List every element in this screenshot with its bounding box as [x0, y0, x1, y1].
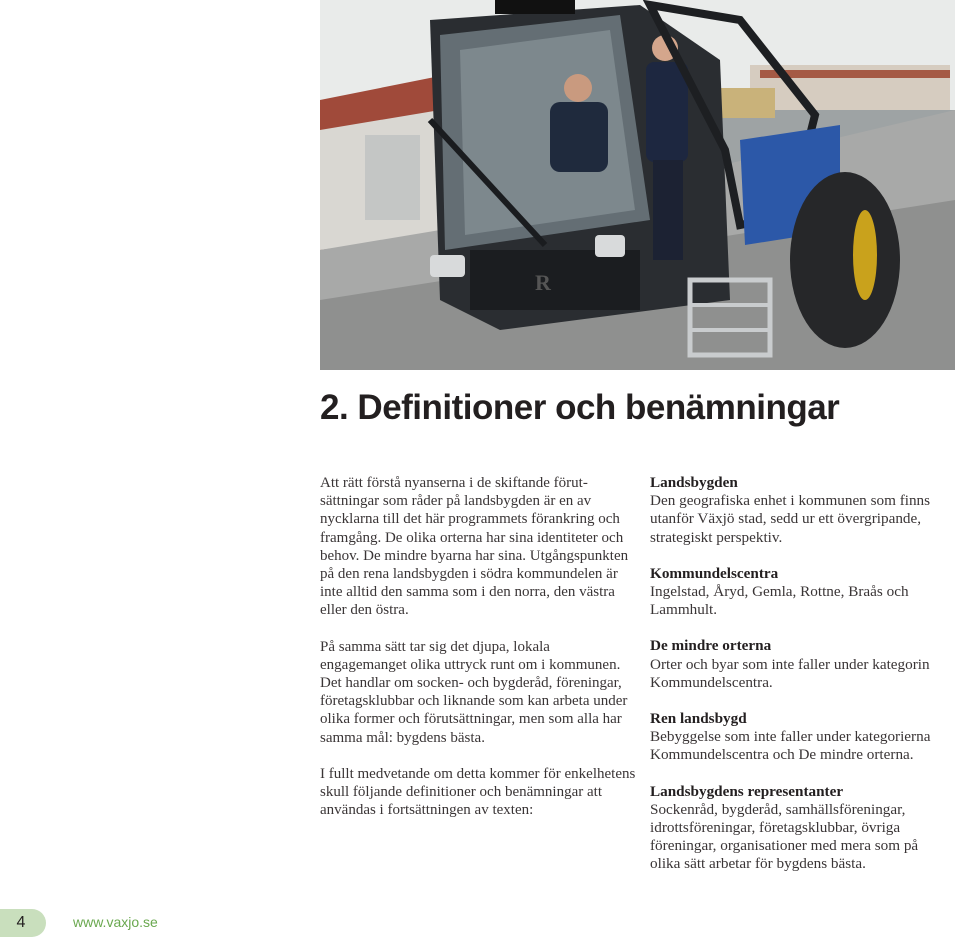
header-photo: [320, 0, 955, 370]
intro-paragraph: Att rätt förstå nyanserna i de skiftande förutsättningar som råder på landsbygden är en av nycklarna till det här programmets förankring och framgång. De olika orterna har sina identiteter och behov. De mindre byarna har sina. Utgångspunkten på den rena landsbygden i södra kommundelen är inte alltid den samma som i den norra, den västra eller den östra.: [320, 475, 629, 619]
page-title: 2. Definitioner och benämningar: [320, 388, 840, 427]
definition-kommundelscentra: [650, 565, 950, 620]
definition-text: Ingelstad, Åryd, Gemla, Rottne, Braås och Lammhult.: [650, 583, 909, 619]
definition-term: Ren landsbygd: [650, 710, 747, 728]
forestry-machine-illustration: [320, 0, 955, 370]
definition-text: Orter och byar som inte faller under kategorin Kommundelscentra.: [650, 655, 930, 691]
definition-ren-landsbygd: [650, 710, 950, 765]
definition-text: Bebyggelse som inte faller under kategorierna Kommundelscentra och De mindre orterna.: [650, 728, 931, 764]
intro-paragraph: På samma sätt tar sig det djupa, lokala engagemanget olika uttryck runt om i kommunen. Det handlar om socken- och bygderåd, föreningar, företagsklubbar och liknande som kan arbeta under olika former och förutsättningar, men som alla har samma mål: bygdens bästa.: [320, 638, 628, 746]
definitions-column: [650, 474, 950, 892]
definition-representanter: [650, 783, 950, 874]
intro-paragraph: I fullt medvetande om detta kommer för enkelhetens skull följande definitioner och benämningar att användas i fortsättningen av texten:: [320, 765, 636, 819]
definition-term: Kommundelscentra: [650, 564, 779, 582]
page-number: 4: [0, 909, 46, 937]
intro-column: [320, 474, 636, 837]
definition-mindre-orterna: [650, 637, 950, 692]
svg-text:R: R: [535, 270, 551, 295]
definition-landsbygden: [650, 474, 950, 547]
website-link[interactable]: www.vaxjo.se: [73, 914, 158, 930]
definition-term: Landsbygdens representanter: [650, 782, 844, 800]
definition-term: Landsbygden: [650, 474, 738, 491]
definition-term: De mindre orterna: [650, 637, 772, 655]
definition-text: Sockenråd, bygderåd, samhällsföreningar, idrottsföreningar, företagsklubbar, övriga föreningar, organisationer med mera som på olika sätt arbetar för bygdens bästa.: [650, 800, 919, 873]
definition-text: Den geografiska enhet i kommunen som finns utanför Växjö stad, sedd ur ett övergripande, strategiskt perspektiv.: [650, 492, 931, 546]
